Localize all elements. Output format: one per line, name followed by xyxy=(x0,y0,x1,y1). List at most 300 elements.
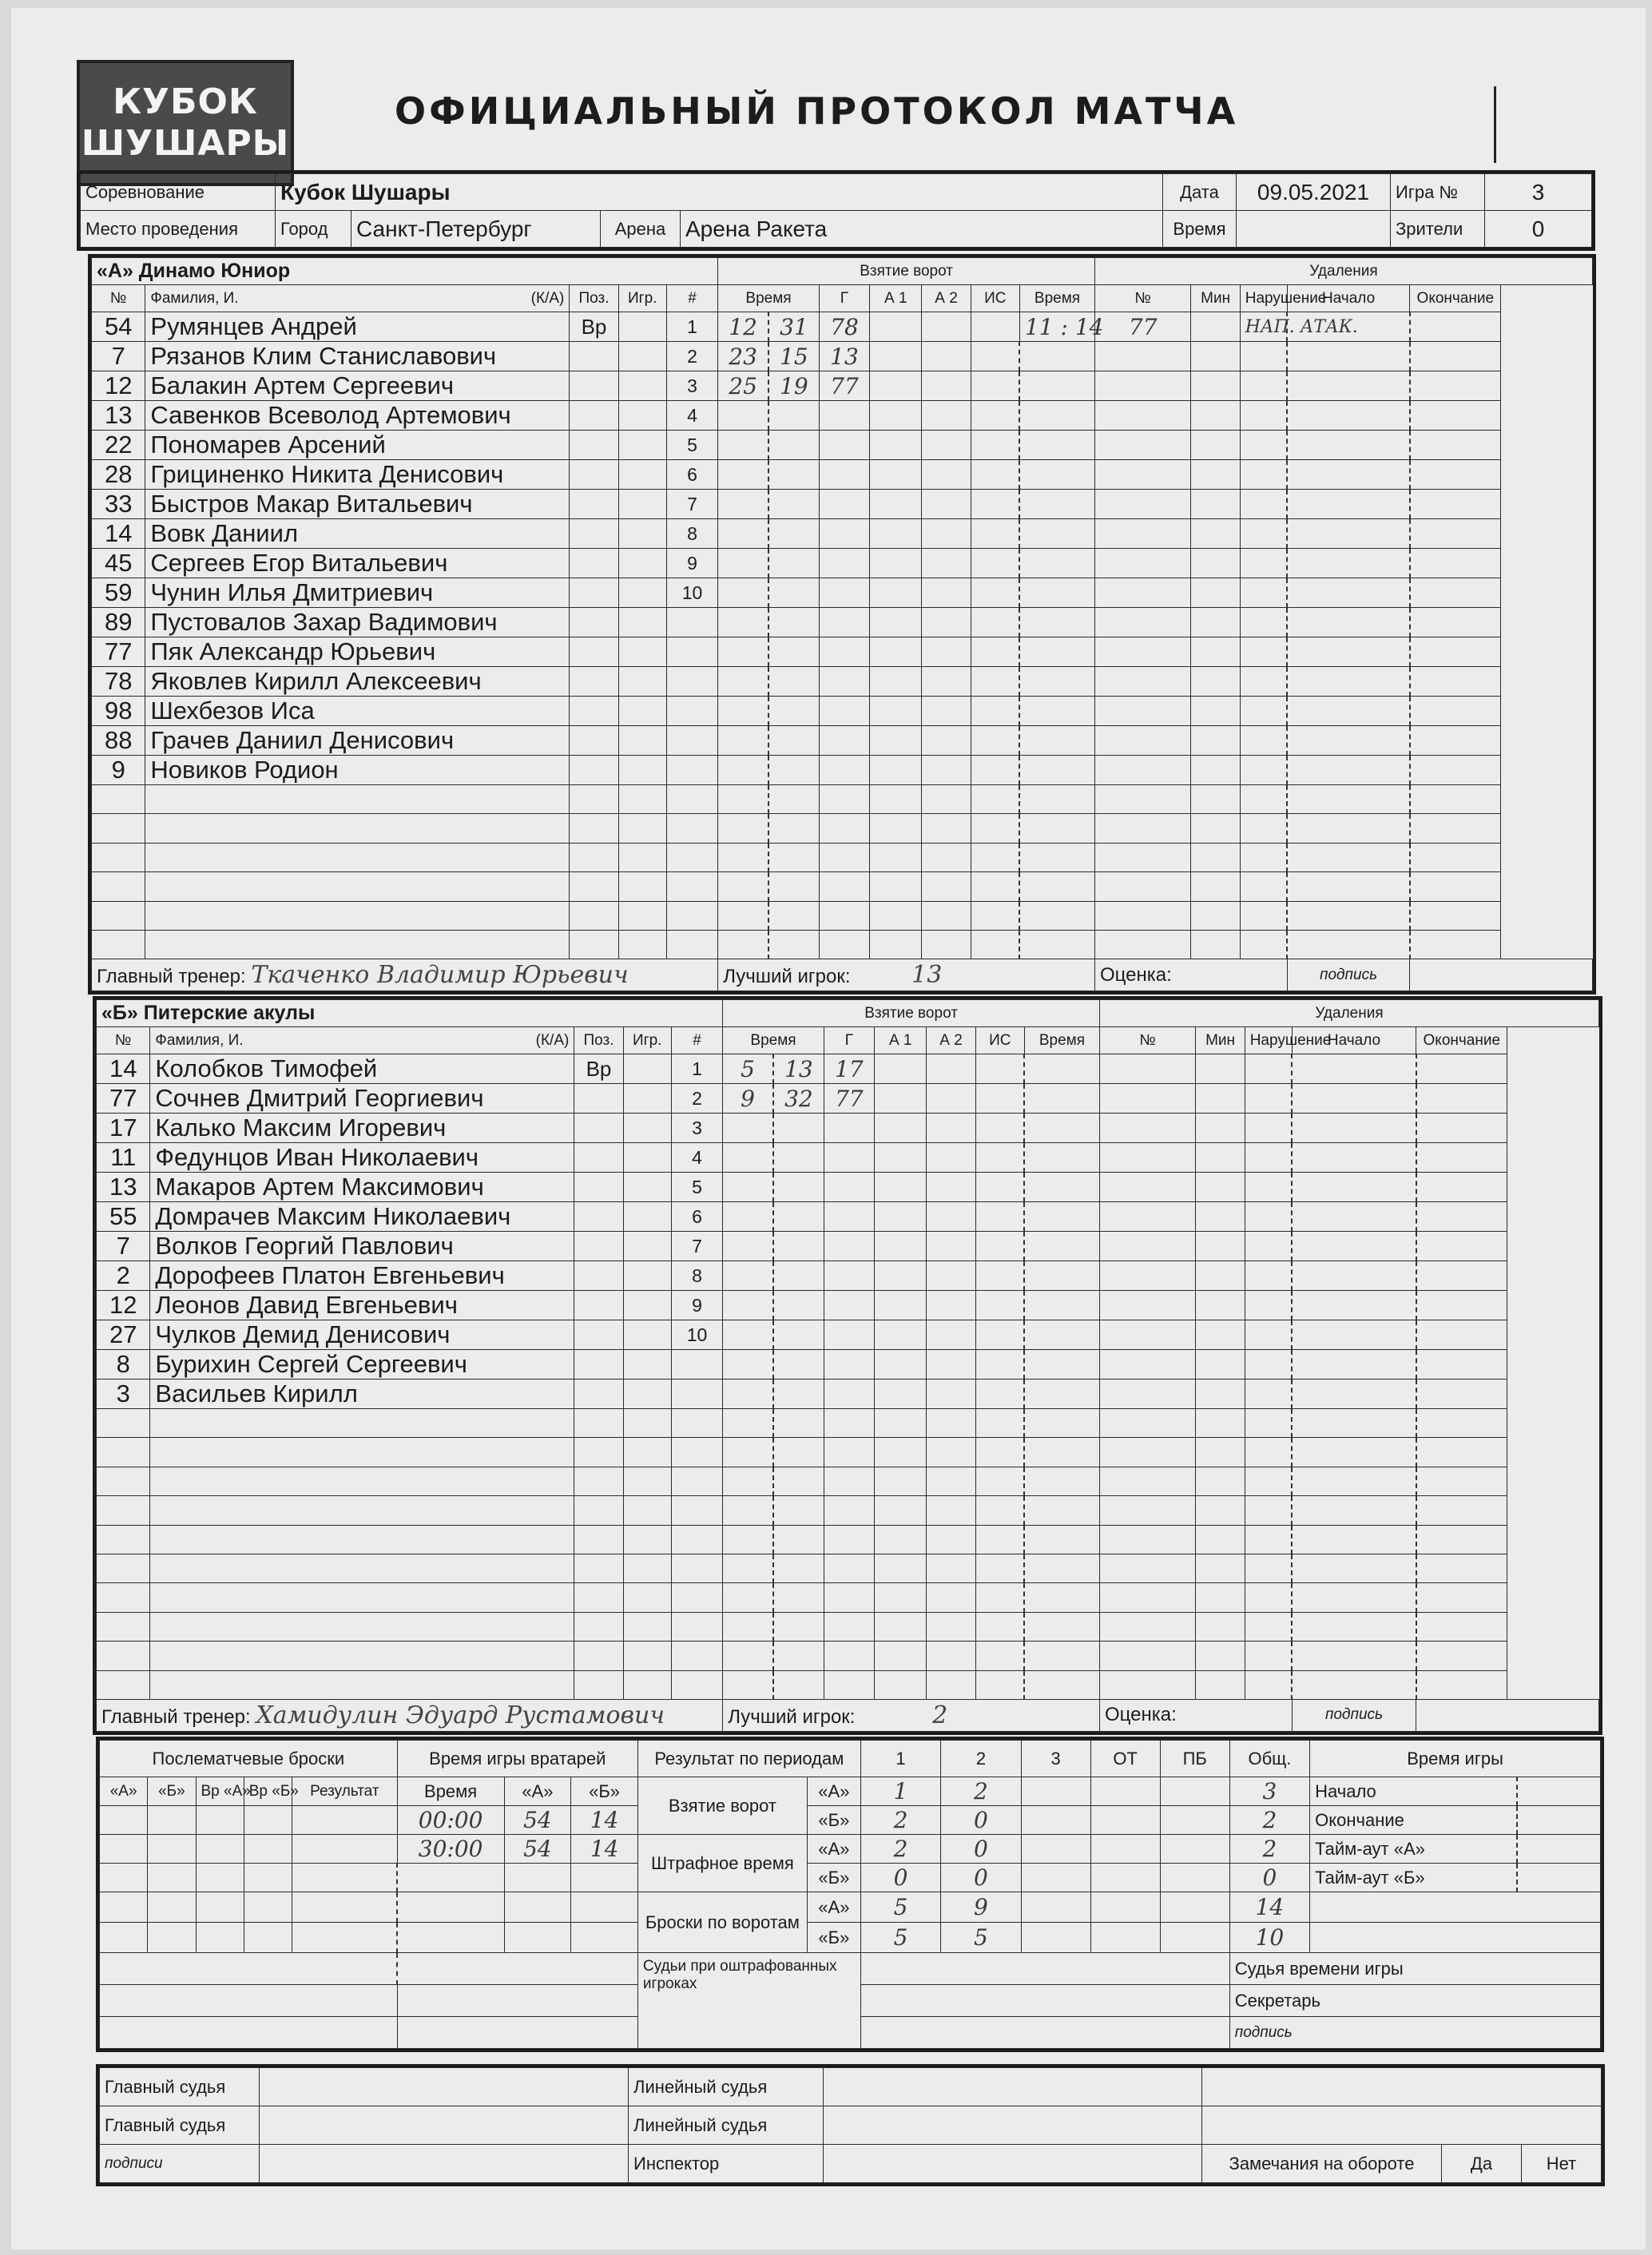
player-played[interactable] xyxy=(618,371,666,401)
penalty-minutes[interactable] xyxy=(1196,1202,1245,1232)
penalty-time[interactable] xyxy=(1019,431,1094,460)
goal-index[interactable]: 4 xyxy=(671,1143,722,1173)
penalty-time[interactable] xyxy=(1019,814,1094,843)
penalty-start[interactable] xyxy=(1287,342,1409,371)
goal-assist-1[interactable] xyxy=(870,726,922,756)
goal-situation[interactable] xyxy=(971,814,1019,843)
penalty-time[interactable] xyxy=(1024,1054,1099,1084)
penalty-end[interactable] xyxy=(1410,726,1501,756)
penalty-violation[interactable] xyxy=(1245,1525,1292,1554)
player-name[interactable]: Грачев Даниил Денисович xyxy=(145,726,570,756)
player-name[interactable]: Пяк Александр Юрьевич xyxy=(145,637,570,667)
goal-assist-2[interactable] xyxy=(922,901,971,930)
shootout-cell[interactable] xyxy=(148,1892,196,1923)
shootout-cell[interactable] xyxy=(244,1864,292,1892)
penalty-player[interactable] xyxy=(1095,401,1191,431)
shootout-cell[interactable] xyxy=(244,1835,292,1864)
goal-index[interactable]: 3 xyxy=(671,1114,722,1143)
penalty-player[interactable] xyxy=(1095,342,1191,371)
goal-index[interactable] xyxy=(666,756,717,785)
penalty-start[interactable] xyxy=(1287,814,1409,843)
goal-assist-2[interactable] xyxy=(927,1202,975,1232)
player-number[interactable]: 89 xyxy=(92,608,145,637)
penalty-violation[interactable] xyxy=(1245,1114,1292,1143)
penalty-player[interactable] xyxy=(1099,1054,1195,1084)
player-name[interactable] xyxy=(150,1642,574,1670)
goal-scorer[interactable] xyxy=(824,1583,874,1612)
penalty-end[interactable] xyxy=(1410,519,1501,549)
goal-scorer[interactable]: 17 xyxy=(824,1054,874,1084)
player-name[interactable] xyxy=(150,1409,574,1438)
goal-time-sec[interactable] xyxy=(768,756,819,785)
goal-assist-2[interactable] xyxy=(927,1084,975,1114)
goal-assist-1[interactable] xyxy=(875,1350,927,1380)
shootout-cell[interactable] xyxy=(196,1835,244,1864)
goal-situation[interactable] xyxy=(971,342,1019,371)
pim-b-p2[interactable]: 0 xyxy=(941,1864,1021,1892)
pim-a-ot[interactable] xyxy=(1090,1835,1160,1864)
goal-situation[interactable] xyxy=(975,1114,1024,1143)
player-position[interactable] xyxy=(570,578,618,608)
player-number[interactable]: 17 xyxy=(97,1114,150,1143)
goal-situation[interactable] xyxy=(975,1438,1024,1467)
penalty-end[interactable] xyxy=(1416,1554,1507,1582)
goal-index[interactable] xyxy=(671,1409,722,1438)
goal-index[interactable]: 5 xyxy=(666,431,717,460)
player-played[interactable] xyxy=(618,342,666,371)
goal-assist-2[interactable] xyxy=(922,814,971,843)
goal-situation[interactable] xyxy=(971,608,1019,637)
goals-b-ot[interactable] xyxy=(1090,1806,1160,1835)
player-name[interactable]: Домрачев Максим Николаевич xyxy=(150,1202,574,1232)
player-played[interactable] xyxy=(618,312,666,342)
penalty-player[interactable]: 77 xyxy=(1095,312,1191,342)
player-played[interactable] xyxy=(618,578,666,608)
penalty-player[interactable] xyxy=(1095,519,1191,549)
penalty-time[interactable] xyxy=(1024,1525,1099,1554)
penalty-time[interactable] xyxy=(1019,637,1094,667)
player-position[interactable] xyxy=(570,756,618,785)
goal-situation[interactable] xyxy=(975,1173,1024,1202)
player-played[interactable] xyxy=(618,901,666,930)
goal-assist-2[interactable] xyxy=(922,697,971,726)
goal-situation[interactable] xyxy=(975,1350,1024,1380)
goal-scorer[interactable] xyxy=(824,1380,874,1409)
pim-a-total[interactable]: 2 xyxy=(1229,1835,1309,1864)
goal-time-sec[interactable] xyxy=(768,401,819,431)
goal-time-sec[interactable] xyxy=(768,697,819,726)
pim-a-p1[interactable]: 2 xyxy=(860,1835,940,1864)
penalty-player[interactable] xyxy=(1095,814,1191,843)
goal-time-sec[interactable] xyxy=(768,814,819,843)
player-number[interactable]: 14 xyxy=(97,1054,150,1084)
player-played[interactable] xyxy=(618,460,666,490)
goal-situation[interactable] xyxy=(975,1612,1024,1641)
penalty-player[interactable] xyxy=(1095,578,1191,608)
goal-situation[interactable] xyxy=(975,1054,1024,1084)
goal-scorer[interactable] xyxy=(819,814,869,843)
goal-situation[interactable] xyxy=(975,1291,1024,1320)
penalty-violation[interactable] xyxy=(1240,637,1287,667)
goal-time-sec[interactable] xyxy=(773,1438,824,1467)
player-position[interactable] xyxy=(574,1084,623,1114)
penalty-end[interactable] xyxy=(1410,814,1501,843)
goal-assist-2[interactable] xyxy=(922,460,971,490)
penalty-player[interactable] xyxy=(1095,637,1191,667)
goal-time-sec[interactable] xyxy=(773,1202,824,1232)
player-number[interactable] xyxy=(97,1409,150,1438)
goal-assist-2[interactable] xyxy=(927,1320,975,1350)
goal-assist-1[interactable] xyxy=(870,371,922,401)
goal-index[interactable]: 6 xyxy=(671,1202,722,1232)
penalty-end[interactable] xyxy=(1410,785,1501,814)
penalty-violation[interactable] xyxy=(1240,872,1287,901)
goal-index[interactable]: 2 xyxy=(666,342,717,371)
goal-situation[interactable] xyxy=(971,460,1019,490)
player-number[interactable]: 13 xyxy=(92,401,145,431)
pim-a-p2[interactable]: 0 xyxy=(941,1835,1021,1864)
shootout-cell[interactable] xyxy=(100,1985,398,2017)
goal-assist-2[interactable] xyxy=(922,490,971,519)
goal-scorer[interactable] xyxy=(819,490,869,519)
penalty-end[interactable] xyxy=(1416,1084,1507,1114)
player-played[interactable] xyxy=(618,667,666,697)
penalty-time[interactable] xyxy=(1019,872,1094,901)
penalty-minutes[interactable] xyxy=(1196,1525,1245,1554)
goal-situation[interactable] xyxy=(971,549,1019,578)
penalty-start[interactable] xyxy=(1292,1467,1416,1495)
player-number[interactable]: 33 xyxy=(92,490,145,519)
goal-assist-1[interactable] xyxy=(875,1291,927,1320)
goal-scorer[interactable] xyxy=(824,1320,874,1350)
goal-assist-2[interactable] xyxy=(922,756,971,785)
game-time-end-value[interactable] xyxy=(1517,1806,1601,1835)
goal-index[interactable]: 8 xyxy=(666,519,717,549)
player-name[interactable]: Рязанов Клим Станиславович xyxy=(145,342,570,371)
goal-time-min[interactable] xyxy=(718,608,768,637)
penalty-player[interactable] xyxy=(1099,1261,1195,1291)
goal-assist-1[interactable] xyxy=(870,578,922,608)
goal-scorer[interactable] xyxy=(819,901,869,930)
goal-time-min[interactable] xyxy=(723,1320,773,1350)
goal-scorer[interactable] xyxy=(824,1291,874,1320)
goal-time-min[interactable] xyxy=(723,1173,773,1202)
player-name[interactable] xyxy=(150,1467,574,1495)
goal-situation[interactable] xyxy=(971,872,1019,901)
penalty-start[interactable] xyxy=(1292,1291,1416,1320)
goal-scorer[interactable] xyxy=(819,872,869,901)
shootout-cell[interactable] xyxy=(100,1892,148,1923)
player-number[interactable]: 12 xyxy=(97,1291,150,1320)
goals-b-p1[interactable]: 2 xyxy=(860,1806,940,1835)
player-number[interactable]: 78 xyxy=(92,667,145,697)
penalty-start[interactable] xyxy=(1292,1084,1416,1114)
penalty-time[interactable] xyxy=(1019,578,1094,608)
goal-scorer[interactable]: 77 xyxy=(824,1084,874,1114)
goal-index[interactable]: 1 xyxy=(666,312,717,342)
goal-scorer[interactable] xyxy=(824,1496,874,1525)
player-position[interactable] xyxy=(570,667,618,697)
player-played[interactable] xyxy=(618,756,666,785)
penalty-time[interactable] xyxy=(1024,1232,1099,1261)
penalty-start[interactable] xyxy=(1292,1438,1416,1467)
shots-a-p1[interactable]: 5 xyxy=(860,1892,940,1923)
player-name[interactable] xyxy=(145,814,570,843)
goal-time-sec[interactable] xyxy=(768,490,819,519)
shots-b-so[interactable] xyxy=(1160,1923,1229,1953)
goal-assist-1[interactable] xyxy=(875,1467,927,1495)
player-position[interactable] xyxy=(574,1409,623,1438)
penalty-player[interactable] xyxy=(1099,1554,1195,1582)
penalty-violation[interactable] xyxy=(1245,1202,1292,1232)
shots-b-p1[interactable]: 5 xyxy=(860,1923,940,1953)
goal-time-min[interactable] xyxy=(723,1467,773,1495)
player-played[interactable] xyxy=(623,1525,671,1554)
goals-a-so[interactable] xyxy=(1160,1777,1229,1806)
goal-assist-2[interactable] xyxy=(927,1670,975,1699)
goal-assist-1[interactable] xyxy=(870,549,922,578)
player-position[interactable] xyxy=(570,697,618,726)
goal-situation[interactable] xyxy=(971,637,1019,667)
penalty-start[interactable] xyxy=(1292,1202,1416,1232)
goal-assist-1[interactable] xyxy=(875,1114,927,1143)
goal-assist-2[interactable] xyxy=(927,1554,975,1582)
player-name[interactable]: Шехбезов Иса xyxy=(145,697,570,726)
goal-time-min[interactable] xyxy=(718,756,768,785)
shootout-cell[interactable] xyxy=(292,1923,398,1953)
goals-b-p2[interactable]: 0 xyxy=(941,1806,1021,1835)
shootout-cell[interactable] xyxy=(100,2017,398,2049)
shootout-cell[interactable] xyxy=(244,1923,292,1953)
goal-time-min[interactable] xyxy=(718,549,768,578)
penalty-minutes[interactable] xyxy=(1191,312,1240,342)
goal-assist-2[interactable] xyxy=(922,637,971,667)
player-played[interactable] xyxy=(623,1583,671,1612)
penalty-violation[interactable] xyxy=(1240,843,1287,871)
player-position[interactable] xyxy=(574,1291,623,1320)
goal-index[interactable]: 6 xyxy=(666,460,717,490)
goal-assist-1[interactable] xyxy=(870,401,922,431)
player-played[interactable] xyxy=(623,1143,671,1173)
shootout-cell[interactable] xyxy=(100,1806,148,1835)
penalty-time[interactable] xyxy=(1024,1642,1099,1670)
penalty-player[interactable] xyxy=(1099,1438,1195,1467)
player-name[interactable]: Колобков Тимофей xyxy=(150,1054,574,1084)
penalty-start[interactable] xyxy=(1292,1496,1416,1525)
goal-index[interactable]: 10 xyxy=(666,578,717,608)
goal-assist-1[interactable] xyxy=(875,1320,927,1350)
goal-time-sec[interactable] xyxy=(768,549,819,578)
goal-assist-1[interactable] xyxy=(875,1438,927,1467)
goal-time-sec[interactable] xyxy=(768,930,819,959)
penalty-violation[interactable] xyxy=(1245,1670,1292,1699)
signatures-field[interactable] xyxy=(260,2145,629,2183)
goal-assist-1[interactable] xyxy=(875,1670,927,1699)
goal-time-min[interactable] xyxy=(723,1232,773,1261)
penalty-violation[interactable] xyxy=(1240,814,1287,843)
goal-situation[interactable] xyxy=(975,1583,1024,1612)
player-number[interactable] xyxy=(97,1496,150,1525)
player-name[interactable]: Чунин Илья Дмитриевич xyxy=(145,578,570,608)
goal-index[interactable] xyxy=(666,608,717,637)
player-position[interactable] xyxy=(574,1261,623,1291)
penalty-violation[interactable] xyxy=(1240,756,1287,785)
player-played[interactable] xyxy=(618,608,666,637)
penalty-time[interactable] xyxy=(1019,549,1094,578)
penalty-violation[interactable]: НАП. АТАК. xyxy=(1240,312,1287,342)
shootout-cell[interactable] xyxy=(196,1806,244,1835)
player-played[interactable] xyxy=(623,1054,671,1084)
player-position[interactable] xyxy=(570,930,618,959)
player-played[interactable] xyxy=(623,1232,671,1261)
penalty-violation[interactable] xyxy=(1245,1291,1292,1320)
shootout-cell[interactable] xyxy=(100,1923,148,1953)
goal-time-min[interactable] xyxy=(718,930,768,959)
penalty-minutes[interactable] xyxy=(1191,697,1240,726)
goal-assist-2[interactable] xyxy=(922,519,971,549)
penalty-minutes[interactable] xyxy=(1191,667,1240,697)
player-played[interactable] xyxy=(618,726,666,756)
gk-cell[interactable] xyxy=(571,1892,638,1923)
goal-index[interactable] xyxy=(671,1438,722,1467)
penalty-player[interactable] xyxy=(1095,549,1191,578)
player-name[interactable]: Балакин Артем Сергеевич xyxy=(145,371,570,401)
player-played[interactable] xyxy=(623,1114,671,1143)
penalty-minutes[interactable] xyxy=(1191,814,1240,843)
shootout-cell[interactable] xyxy=(148,1923,196,1953)
gk-row1-a[interactable]: 54 xyxy=(504,1806,571,1835)
goal-situation[interactable] xyxy=(975,1202,1024,1232)
goal-index[interactable] xyxy=(666,637,717,667)
goal-situation[interactable] xyxy=(971,930,1019,959)
remarks-yes[interactable]: Да xyxy=(1442,2145,1522,2183)
player-name[interactable]: Быстров Макар Витальевич xyxy=(145,490,570,519)
player-number[interactable] xyxy=(92,901,145,930)
penalty-player[interactable] xyxy=(1099,1202,1195,1232)
penalty-end[interactable] xyxy=(1416,1114,1507,1143)
penalty-violation[interactable] xyxy=(1240,549,1287,578)
goal-index[interactable] xyxy=(666,872,717,901)
player-position[interactable] xyxy=(574,1114,623,1143)
goal-time-sec[interactable] xyxy=(773,1232,824,1261)
goal-time-sec[interactable] xyxy=(768,667,819,697)
goal-time-sec[interactable] xyxy=(773,1583,824,1612)
player-name[interactable]: Вовк Даниил xyxy=(145,519,570,549)
goal-situation[interactable] xyxy=(971,431,1019,460)
penalty-violation[interactable] xyxy=(1245,1467,1292,1495)
goal-index[interactable]: 1 xyxy=(671,1054,722,1084)
goal-situation[interactable] xyxy=(975,1084,1024,1114)
player-played[interactable] xyxy=(618,490,666,519)
inspector-field[interactable] xyxy=(824,2145,1202,2183)
penalty-time[interactable] xyxy=(1024,1350,1099,1380)
penalty-player[interactable] xyxy=(1095,756,1191,785)
goal-assist-1[interactable] xyxy=(870,312,922,342)
penalty-player[interactable] xyxy=(1095,431,1191,460)
goal-situation[interactable] xyxy=(971,519,1019,549)
player-position[interactable] xyxy=(570,901,618,930)
goal-index[interactable] xyxy=(671,1642,722,1670)
penalty-minutes[interactable] xyxy=(1196,1409,1245,1438)
goal-index[interactable]: 10 xyxy=(671,1320,722,1350)
shootout-cell[interactable] xyxy=(244,1892,292,1923)
goal-index[interactable] xyxy=(666,843,717,871)
shootout-cell[interactable] xyxy=(292,1835,398,1864)
penalty-player[interactable] xyxy=(1095,460,1191,490)
goal-index[interactable] xyxy=(671,1350,722,1380)
goal-time-sec[interactable]: 31 xyxy=(768,312,819,342)
penalty-violation[interactable] xyxy=(1245,1261,1292,1291)
goal-time-sec[interactable] xyxy=(768,519,819,549)
penalty-minutes[interactable] xyxy=(1196,1554,1245,1582)
goal-time-sec[interactable]: 19 xyxy=(768,371,819,401)
penalty-start[interactable] xyxy=(1292,1350,1416,1380)
goal-assist-2[interactable] xyxy=(927,1143,975,1173)
penalty-start[interactable] xyxy=(1287,726,1409,756)
player-position[interactable] xyxy=(574,1173,623,1202)
goal-assist-1[interactable] xyxy=(870,637,922,667)
penalty-violation[interactable] xyxy=(1240,901,1287,930)
goal-time-min[interactable] xyxy=(723,1261,773,1291)
remarks-area[interactable] xyxy=(1202,2106,1602,2145)
player-position[interactable] xyxy=(574,1525,623,1554)
goal-scorer[interactable] xyxy=(819,549,869,578)
player-played[interactable] xyxy=(623,1467,671,1495)
penalty-time[interactable] xyxy=(1019,726,1094,756)
goal-time-min[interactable] xyxy=(723,1409,773,1438)
goal-assist-2[interactable] xyxy=(922,312,971,342)
penalty-violation[interactable] xyxy=(1240,460,1287,490)
penalty-player[interactable] xyxy=(1099,1232,1195,1261)
pim-a-p3[interactable] xyxy=(1021,1835,1090,1864)
penalty-violation[interactable] xyxy=(1240,401,1287,431)
player-number[interactable] xyxy=(97,1438,150,1467)
goal-index[interactable] xyxy=(666,901,717,930)
player-position[interactable] xyxy=(574,1642,623,1670)
goal-time-min[interactable] xyxy=(718,401,768,431)
player-name[interactable]: Румянцев Андрей xyxy=(145,312,570,342)
player-number[interactable]: 3 xyxy=(97,1380,150,1409)
penalty-minutes[interactable] xyxy=(1196,1143,1245,1173)
goal-time-sec[interactable] xyxy=(768,637,819,667)
penalty-end[interactable] xyxy=(1416,1612,1507,1641)
goal-time-sec[interactable] xyxy=(773,1320,824,1350)
goal-index[interactable]: 4 xyxy=(666,401,717,431)
gk-cell[interactable] xyxy=(504,1864,571,1892)
penalty-time[interactable] xyxy=(1019,697,1094,726)
penalty-minutes[interactable] xyxy=(1191,608,1240,637)
shootout-cell[interactable] xyxy=(196,1864,244,1892)
goal-index[interactable] xyxy=(671,1496,722,1525)
goal-assist-2[interactable] xyxy=(927,1114,975,1143)
penalty-end[interactable] xyxy=(1416,1143,1507,1173)
penalty-player[interactable] xyxy=(1099,1291,1195,1320)
gk-cell[interactable] xyxy=(571,1923,638,1953)
spectators-value[interactable]: 0 xyxy=(1485,211,1592,248)
penalty-minutes[interactable] xyxy=(1196,1261,1245,1291)
penalty-time[interactable] xyxy=(1019,901,1094,930)
goal-index[interactable] xyxy=(671,1525,722,1554)
penalty-minutes[interactable] xyxy=(1196,1320,1245,1350)
goal-assist-1[interactable] xyxy=(875,1612,927,1641)
penalty-player[interactable] xyxy=(1095,667,1191,697)
player-position[interactable] xyxy=(570,460,618,490)
penalty-start[interactable] xyxy=(1292,1320,1416,1350)
penalty-start[interactable] xyxy=(1287,431,1409,460)
pim-b-ot[interactable] xyxy=(1090,1864,1160,1892)
penalty-end[interactable] xyxy=(1410,637,1501,667)
goal-index[interactable]: 9 xyxy=(666,549,717,578)
